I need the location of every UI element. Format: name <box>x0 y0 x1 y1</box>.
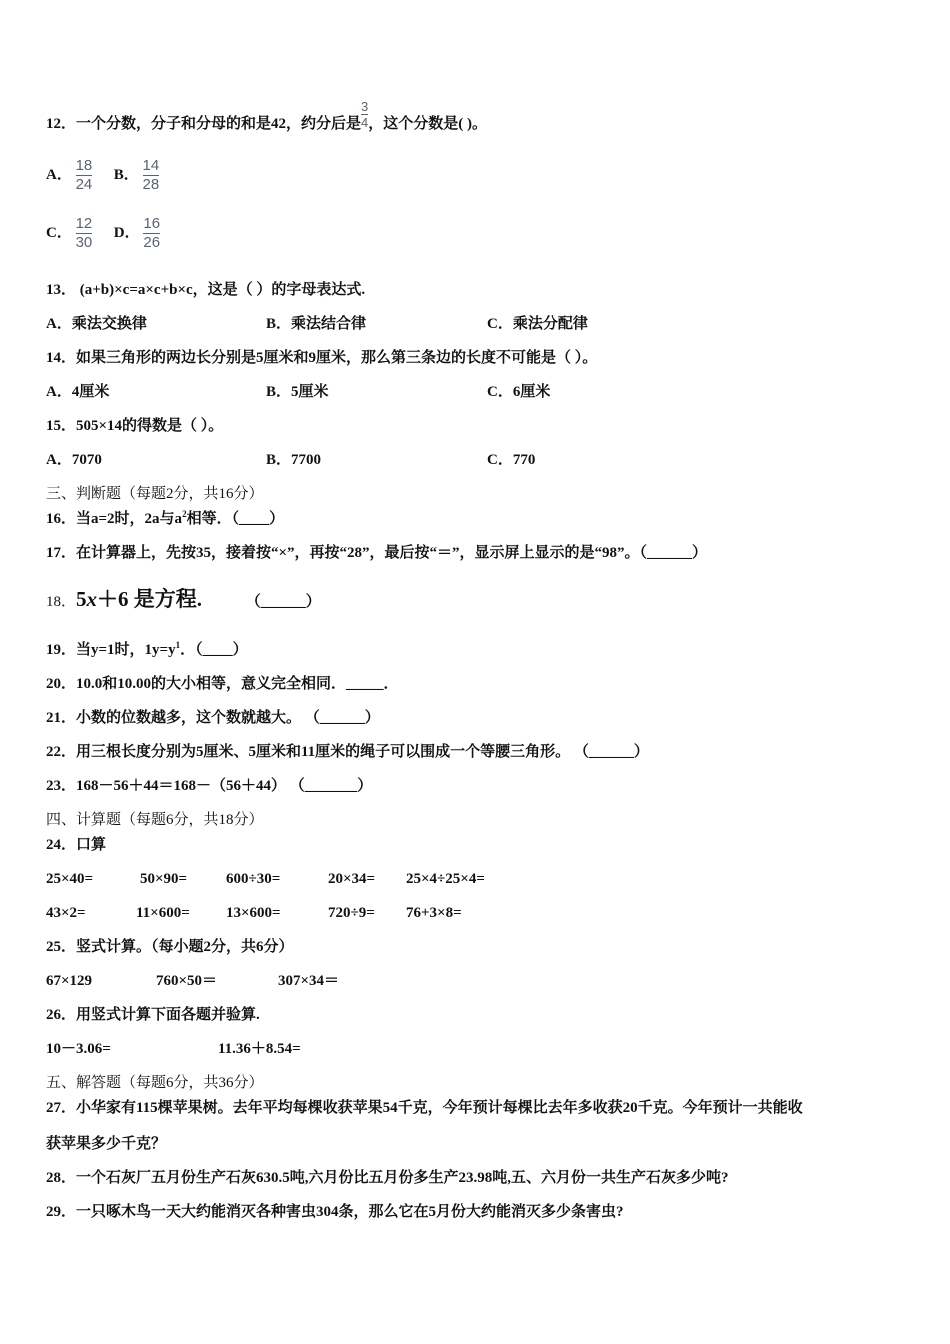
option-d-label: D． <box>113 224 140 241</box>
question-15-option-a: A．7070 <box>46 452 102 468</box>
option-c-label: C． <box>46 224 72 241</box>
question-13-option-b: B．乘法结合律 <box>266 316 367 332</box>
option-a-label: A． <box>46 166 72 183</box>
question-16: 16．当a=2时，2a与$a^2$相等．（____） <box>46 509 285 527</box>
question-14-text: 14．如果三角形的两边长分别是5厘米和9厘米，那么第三条边的长度不可能是（ ）。 <box>46 350 598 366</box>
question-14-option-c: C．6厘米 <box>487 384 551 400</box>
question-12-text-pre: 12．一个分数，分子和分母的和是42，约分后是 <box>46 116 362 132</box>
question-21-text: 21．小数的位数越多，这个数就越大。 （______） <box>46 710 380 726</box>
question-24-title: 24．口算 <box>46 837 107 853</box>
mental-math-item: 13×600= <box>226 905 281 921</box>
question-17-text: 17．在计算器上，先按35，接着按“×”，再按“28”，最后按“＝”，显示屏上显示的是“98”。（______） <box>46 545 708 561</box>
question-23-text: 23．168－56＋44＝168－（56＋44） （_______） <box>46 778 373 794</box>
mental-math-item: 43×2= <box>46 905 86 921</box>
question-27-line-1: 27．小华家有115棵苹果树。去年平均每棵收获苹果54千克，今年预计每棵比去年多收获20千克。今年预计一共能收 <box>46 1100 803 1116</box>
option-c-fraction: $\frac{12}{30}$ <box>75 215 93 251</box>
mental-math-item: 25×40= <box>46 871 94 887</box>
option-d-fraction: $\frac{16}{26}$ <box>143 215 161 251</box>
option-b-label: B． <box>113 166 139 183</box>
question-14-option-b: B．5厘米 <box>266 384 329 400</box>
vertical-calc-item: 10－3.06= <box>46 1041 111 1057</box>
question-12-options-ab <box>46 158 159 193</box>
mental-math-item: 50×90= <box>140 871 188 887</box>
question-20-text: 20．10.0和10.00的大小相等，意义完全相同．_____． <box>46 676 399 692</box>
question-14-option-a: A．4厘米 <box>46 384 110 400</box>
vertical-calc-item: 307×34＝ <box>278 973 340 989</box>
fraction-three-quarters: $\frac{3}{4}$ <box>361 99 369 131</box>
mental-math-item: 20×34= <box>328 871 376 887</box>
vertical-calc-item: 67×129 <box>46 973 93 989</box>
question-15-option-c: C．770 <box>487 452 536 468</box>
question-26-title: 26．用竖式计算下面各题并验算. <box>46 1007 260 1023</box>
question-19: 19．当y=1时，$1y=y^1$．（____） <box>46 640 248 658</box>
option-b-fraction: $\frac{14}{28}$ <box>142 157 160 193</box>
question-28-text: 28．一个石灰厂五月份生产石灰630.5吨,六月份比五月份多生产23.98吨,五、六月份一共生产石灰多少吨? <box>46 1170 729 1186</box>
mental-math-item: 720÷9= <box>328 905 375 921</box>
mental-math-item: 11×600= <box>136 905 190 921</box>
question-15-text: 15．505×14的得数是（ ）。 <box>46 418 224 434</box>
section-5-heading: 五、解答题（每题6分，共36分） <box>46 1075 264 1091</box>
question-25-title: 25．竖式计算。（每小题2分，共6分） <box>46 939 294 955</box>
mental-math-item: 600÷30= <box>226 871 281 887</box>
question-13-option-a: A．乘法交换律 <box>46 316 147 332</box>
question-22-text: 22．用三根长度分别为5厘米、5厘米和11厘米的绳子可以围成一个等腰三角形。 （______） <box>46 744 649 760</box>
question-12-text-post: ，这个分数是( )。 <box>368 116 487 132</box>
question-29-text: 29．一只啄木鸟一天大约能消灭各种害虫304条，那么它在5月份大约能消灭多少条害虫? <box>46 1204 624 1220</box>
question-27-line-2: 获苹果多少千克？ <box>46 1136 167 1152</box>
mental-math-item: 76+3×8= <box>406 905 462 921</box>
question-12-options-cd <box>46 216 160 251</box>
mental-math-item: 25×4÷25×4= <box>406 871 485 887</box>
question-13-text: 13． (a+b)×c=a×c+b×c，这是（ ）的字母表达式. <box>46 282 366 298</box>
question-15-option-b: B．7700 <box>266 452 322 468</box>
section-3-heading: 三、判断题（每题2分，共16分） <box>46 486 264 502</box>
section-4-heading: 四、计算题（每题6分，共18分） <box>46 812 264 828</box>
question-12 <box>46 99 487 134</box>
question-18: 18．5x＋6 是方程. （______） <box>46 587 321 611</box>
option-a-fraction: $\frac{18}{24}$ <box>75 157 93 193</box>
vertical-calc-item: 11.36＋8.54= <box>218 1041 301 1057</box>
vertical-calc-item: 760×50＝ <box>156 973 218 989</box>
question-13-option-c: C．乘法分配律 <box>487 316 588 332</box>
